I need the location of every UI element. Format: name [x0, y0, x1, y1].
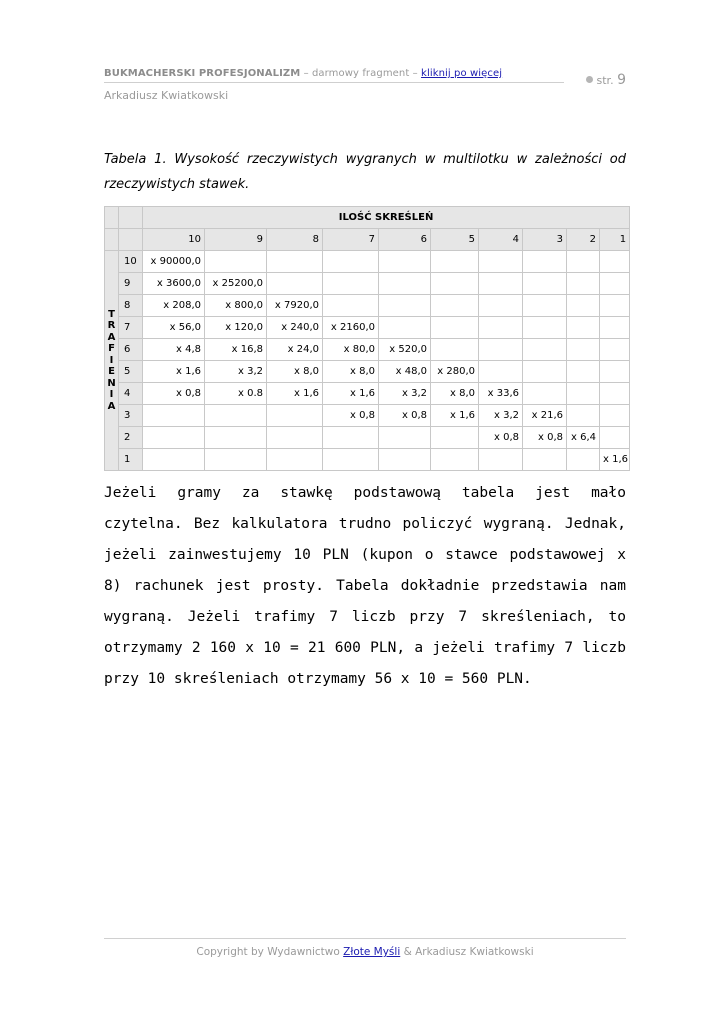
column-number: 3 [523, 229, 567, 251]
table-cell [267, 405, 323, 427]
table-cell [205, 251, 267, 273]
header-separator: – [300, 68, 312, 79]
page-footer [104, 946, 626, 958]
table-cell [379, 251, 431, 273]
table-cell: x 21,6 [523, 405, 567, 427]
table-cell: x 8,0 [323, 361, 379, 383]
more-link[interactable]: kliknij po więcej [421, 68, 503, 79]
publisher-link[interactable]: Złote Myśli [343, 946, 401, 958]
table-cell: x 4,8 [143, 339, 205, 361]
header-author: Arkadiusz Kwiatkowski [104, 89, 229, 102]
row-number: 6 [119, 339, 143, 361]
table-cell [567, 317, 600, 339]
table-cell [205, 405, 267, 427]
table-cell: x 3,2 [205, 361, 267, 383]
row-group-letter: A [107, 400, 116, 412]
table-cell: x 520,0 [379, 339, 431, 361]
table-row [105, 295, 630, 317]
page-header [104, 68, 626, 102]
table-cell [323, 427, 379, 449]
table-cell [323, 449, 379, 471]
table-cell [143, 449, 205, 471]
footer-copyright: Copyright by Wydawnictwo [196, 946, 344, 958]
table-cell: x 800,0 [205, 295, 267, 317]
table-cell: x 1,6 [267, 383, 323, 405]
table-cell [379, 449, 431, 471]
table-cell: x 3600,0 [143, 273, 205, 295]
row-group-letter: F [108, 343, 115, 355]
table-cell: x 3,2 [379, 383, 431, 405]
table-cell [523, 317, 567, 339]
column-number: 4 [479, 229, 523, 251]
table-row [105, 339, 630, 361]
table-cell [379, 317, 431, 339]
table-cell [567, 339, 600, 361]
table-cell: x 2160,0 [323, 317, 379, 339]
header-fragment-label: darmowy fragment [311, 68, 410, 79]
table-cell [523, 251, 567, 273]
table-cell [479, 251, 523, 273]
table-cell [431, 317, 479, 339]
row-group-letter: I [109, 389, 114, 401]
table-cell [479, 273, 523, 295]
table-corner [105, 229, 119, 251]
table-cell: x 3,2 [479, 405, 523, 427]
table-cell [523, 273, 567, 295]
row-group-letter: N [107, 377, 116, 389]
row-number: 4 [119, 383, 143, 405]
table-cell [523, 383, 567, 405]
table-cell [600, 405, 630, 427]
footer-divider [104, 938, 626, 939]
table-cell [567, 251, 600, 273]
table-cell: x 48,0 [379, 361, 431, 383]
table-cell [600, 295, 630, 317]
table-cell: x 25200,0 [205, 273, 267, 295]
table-cell: x 1,6 [600, 449, 630, 471]
row-number: 9 [119, 273, 143, 295]
column-number: 2 [567, 229, 600, 251]
column-number: 5 [431, 229, 479, 251]
row-number: 1 [119, 449, 143, 471]
table-cell [267, 251, 323, 273]
table-cell [379, 427, 431, 449]
table-cell [431, 427, 479, 449]
header-title-line [104, 68, 626, 79]
table-cell [143, 427, 205, 449]
table-cell [479, 361, 523, 383]
table-cell [379, 295, 431, 317]
column-number: 9 [205, 229, 267, 251]
table-cell [600, 317, 630, 339]
table-cell [205, 449, 267, 471]
row-number: 8 [119, 295, 143, 317]
table-cell: x 240,0 [267, 317, 323, 339]
table-cell [523, 449, 567, 471]
row-group-header [105, 251, 119, 471]
table-cell [267, 449, 323, 471]
table-cell [567, 449, 600, 471]
table-cell [600, 339, 630, 361]
table-header-row [105, 207, 630, 229]
table-cell [600, 361, 630, 383]
table-row [105, 273, 630, 295]
table-cell [323, 273, 379, 295]
row-number: 7 [119, 317, 143, 339]
table-cell [523, 361, 567, 383]
header-separator: – [409, 68, 422, 79]
table-cell [567, 405, 600, 427]
page-number-block [586, 72, 626, 88]
page-number: 9 [617, 72, 626, 88]
table-cell: x 0,8 [323, 405, 379, 427]
row-group-letter: T [108, 308, 115, 320]
table-cell [431, 339, 479, 361]
body-paragraph: Jeżeli gramy za stawkę podstawową tabela jest mało czytelna. Bez kalkulatora trudno policzyć wygraną. Jednak, jeżeli zainwestujemy 10 PLN (kupon o stawce podstawowej x 8) rachunek jest prosty. Tabela dokładnie przedstawia nam wygraną. Jeżeli trafimy 7 liczb przy 7 skreśleniach, to otrzymamy 2 160 x 10 = 21 600 PLN, a jeżeli trafimy 7 liczb przy 10 skreśleniach otrzymamy 56 x 10 = 560 PLN. [104, 485, 626, 687]
table-corner [119, 229, 143, 251]
bullet-icon [586, 76, 593, 83]
table-cell [600, 251, 630, 273]
table-cell [567, 361, 600, 383]
table-cell [143, 405, 205, 427]
table-cell [379, 273, 431, 295]
page-label: str. [596, 74, 614, 87]
table-cell [600, 427, 630, 449]
table-cell [523, 339, 567, 361]
table-row [105, 383, 630, 405]
row-group-letter: A [107, 331, 116, 343]
table-cell [567, 295, 600, 317]
table-cell: x 90000,0 [143, 251, 205, 273]
table-cell: x 24,0 [267, 339, 323, 361]
table-cell: x 0.8 [205, 383, 267, 405]
column-number: 1 [600, 229, 630, 251]
table-cell [205, 427, 267, 449]
row-number: 5 [119, 361, 143, 383]
table-cell [431, 449, 479, 471]
table-cell [431, 251, 479, 273]
table-row [105, 405, 630, 427]
table-cell [567, 273, 600, 295]
row-number: 3 [119, 405, 143, 427]
table-cell: x 120,0 [205, 317, 267, 339]
table-cell: x 1,6 [431, 405, 479, 427]
table-cell: x 0,8 [479, 427, 523, 449]
row-group-letter: I [109, 354, 114, 366]
table-cell: x 0,8 [379, 405, 431, 427]
table-cell: x 8,0 [267, 361, 323, 383]
table-row [105, 449, 630, 471]
table-cell: x 0,8 [523, 427, 567, 449]
row-number: 10 [119, 251, 143, 273]
table-cell [431, 273, 479, 295]
table-cell: x 33,6 [479, 383, 523, 405]
table-cell [600, 383, 630, 405]
book-title: BUKMACHERSKI PROFESJONALIZM [104, 68, 301, 79]
table-cell: x 0,8 [143, 383, 205, 405]
row-group-letter: E [108, 366, 115, 378]
footer-author: & Arkadiusz Kwiatkowski [400, 946, 534, 958]
column-number: 8 [267, 229, 323, 251]
table-cell [479, 449, 523, 471]
row-number: 2 [119, 427, 143, 449]
row-group-letter: R [107, 320, 116, 332]
table-cell [479, 339, 523, 361]
column-number-row [105, 229, 630, 251]
winnings-table [104, 206, 630, 471]
table-cell [267, 273, 323, 295]
table-row [105, 361, 630, 383]
table-row [105, 251, 630, 273]
table-cell: x 6,4 [567, 427, 600, 449]
table-cell: x 208,0 [143, 295, 205, 317]
table-cell: x 8,0 [431, 383, 479, 405]
table-cell [479, 295, 523, 317]
table-corner [119, 207, 143, 229]
table-row [105, 427, 630, 449]
table-corner [105, 207, 119, 229]
column-number: 7 [323, 229, 379, 251]
table-cell [323, 251, 379, 273]
table-cell [600, 273, 630, 295]
table-cell: x 80,0 [323, 339, 379, 361]
header-divider [104, 82, 564, 83]
table-cell [431, 295, 479, 317]
table-cell: x 56,0 [143, 317, 205, 339]
table-cell: x 280,0 [431, 361, 479, 383]
table-row [105, 317, 630, 339]
table-cell: x 1,6 [143, 361, 205, 383]
table-cell: x 7920,0 [267, 295, 323, 317]
column-number: 6 [379, 229, 431, 251]
column-group-header: ILOŚĆ SKREŚLEŃ [143, 207, 630, 229]
column-number: 10 [143, 229, 205, 251]
table-cell [479, 317, 523, 339]
table-cell [567, 383, 600, 405]
table-caption: Tabela 1. Wysokość rzeczywistych wygranych w multilotku w zależności od rzeczywistych stawek. [104, 152, 626, 192]
table-cell [523, 295, 567, 317]
table-cell: x 16,8 [205, 339, 267, 361]
table-cell [323, 295, 379, 317]
table-cell [267, 427, 323, 449]
table-cell: x 1,6 [323, 383, 379, 405]
